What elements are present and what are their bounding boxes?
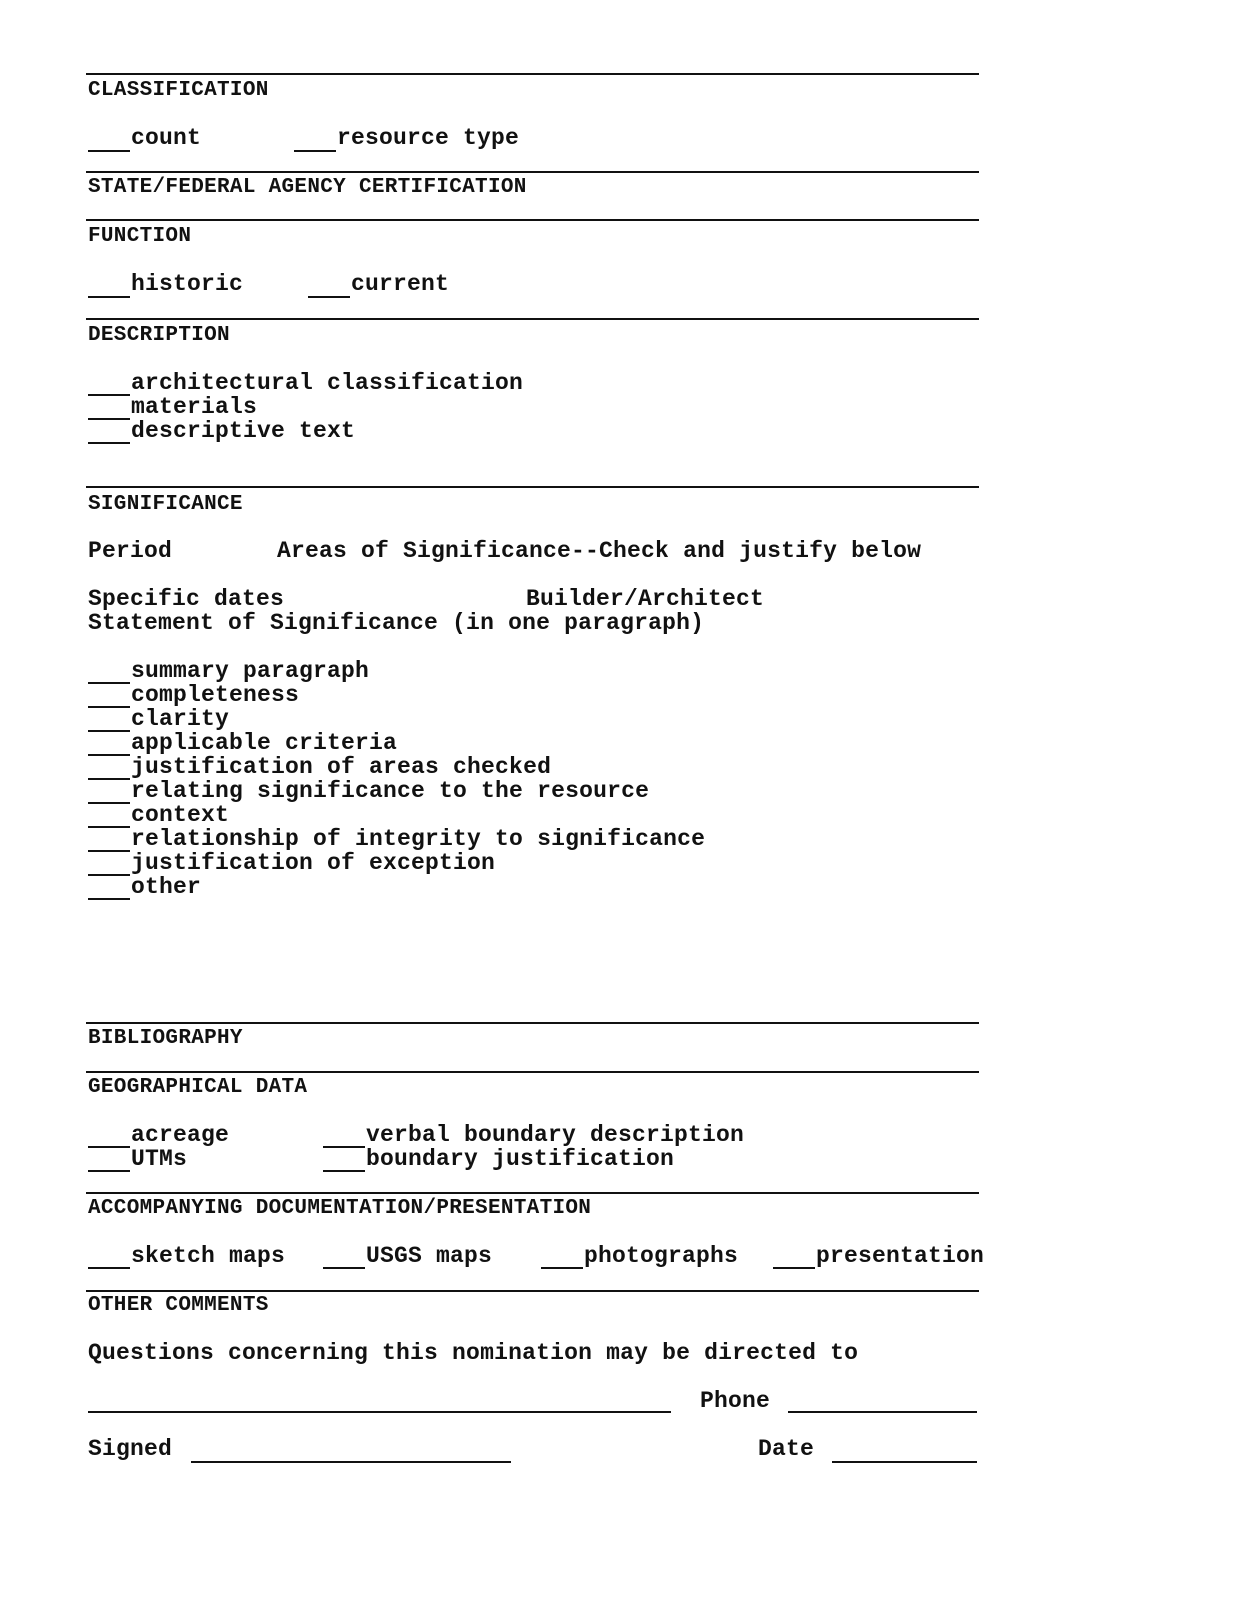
justification-of-areas-label: justification of areas checked <box>131 754 552 780</box>
historic-label: historic <box>131 271 244 297</box>
completeness-checkbox[interactable] <box>88 706 130 708</box>
summary-paragraph-checkbox[interactable] <box>88 682 130 684</box>
phone-field[interactable] <box>788 1411 977 1413</box>
applicable-criteria-checkbox[interactable] <box>88 754 130 756</box>
function-heading: FUNCTION <box>88 225 192 248</box>
justification-of-exception-label: justification of exception <box>131 850 496 876</box>
certification-heading: STATE/FEDERAL AGENCY CERTIFICATION <box>88 176 527 199</box>
other-checkbox[interactable] <box>88 898 130 900</box>
current-label: current <box>351 271 450 297</box>
sketch-maps-checkbox[interactable] <box>88 1267 130 1269</box>
photographs-label: photographs <box>584 1243 739 1269</box>
builder-architect-label: Builder/Architect <box>526 586 765 612</box>
section-rule <box>86 1192 979 1194</box>
geographical-data-heading: GEOGRAPHICAL DATA <box>88 1076 308 1099</box>
architectural-classification-checkbox[interactable] <box>88 394 130 396</box>
documentation-heading: ACCOMPANYING DOCUMENTATION/PRESENTATION <box>88 1197 592 1220</box>
utms-label: UTMs <box>131 1146 188 1172</box>
section-rule <box>86 171 979 173</box>
descriptive-text-checkbox[interactable] <box>88 442 130 444</box>
section-rule <box>86 219 979 221</box>
date-label: Date <box>758 1436 815 1462</box>
section-rule <box>86 73 979 75</box>
boundary-justification-label: boundary justification <box>366 1146 675 1172</box>
other-comments-heading: OTHER COMMENTS <box>88 1294 269 1317</box>
presentation-checkbox[interactable] <box>773 1267 815 1269</box>
architectural-classification-label: architectural classification <box>131 370 524 396</box>
utms-checkbox[interactable] <box>88 1170 130 1172</box>
section-rule <box>86 1022 979 1024</box>
section-rule <box>86 318 979 320</box>
contact-name-field[interactable] <box>88 1411 671 1413</box>
count-checkbox[interactable] <box>88 150 130 152</box>
context-label: context <box>131 802 230 828</box>
presentation-label: presentation <box>816 1243 985 1269</box>
relationship-of-integrity-checkbox[interactable] <box>88 850 130 852</box>
photographs-checkbox[interactable] <box>541 1267 583 1269</box>
significance-heading: SIGNIFICANCE <box>88 493 243 516</box>
justification-of-exception-checkbox[interactable] <box>88 874 130 876</box>
clarity-checkbox[interactable] <box>88 730 130 732</box>
description-heading: DESCRIPTION <box>88 324 230 347</box>
statement-of-significance-label: Statement of Significance (in one paragraph) <box>88 610 705 636</box>
areas-of-significance-label: Areas of Significance--Check and justify below <box>277 538 922 564</box>
bibliography-heading: BIBLIOGRAPHY <box>88 1027 243 1050</box>
acreage-checkbox[interactable] <box>88 1146 130 1148</box>
clarity-label: clarity <box>131 706 230 732</box>
context-checkbox[interactable] <box>88 826 130 828</box>
relating-significance-label: relating significance to the resource <box>131 778 650 804</box>
classification-heading: CLASSIFICATION <box>88 79 269 102</box>
signature-field[interactable] <box>191 1461 511 1463</box>
date-field[interactable] <box>832 1461 977 1463</box>
other-label: other <box>131 874 202 900</box>
phone-label: Phone <box>700 1388 771 1414</box>
completeness-label: completeness <box>131 682 300 708</box>
relating-significance-checkbox[interactable] <box>88 802 130 804</box>
resource-type-checkbox[interactable] <box>294 150 336 152</box>
section-rule <box>86 486 979 488</box>
resource-type-label: resource type <box>337 125 520 151</box>
materials-label: materials <box>131 394 258 420</box>
usgs-maps-label: USGS maps <box>366 1243 493 1269</box>
summary-paragraph-label: summary paragraph <box>131 658 370 684</box>
materials-checkbox[interactable] <box>88 418 130 420</box>
historic-checkbox[interactable] <box>88 296 130 298</box>
boundary-justification-checkbox[interactable] <box>323 1170 365 1172</box>
questions-text: Questions concerning this nomination may be directed to <box>88 1340 859 1366</box>
relationship-of-integrity-label: relationship of integrity to significance <box>131 826 706 852</box>
section-rule <box>86 1071 979 1073</box>
current-checkbox[interactable] <box>308 296 350 298</box>
sketch-maps-label: sketch maps <box>131 1243 286 1269</box>
applicable-criteria-label: applicable criteria <box>131 730 398 756</box>
verbal-boundary-checkbox[interactable] <box>323 1146 365 1148</box>
justification-of-areas-checkbox[interactable] <box>88 778 130 780</box>
specific-dates-label: Specific dates <box>88 586 285 612</box>
usgs-maps-checkbox[interactable] <box>323 1267 365 1269</box>
acreage-label: acreage <box>131 1122 230 1148</box>
section-rule <box>86 1290 979 1292</box>
descriptive-text-label: descriptive text <box>131 418 356 444</box>
period-label: Period <box>88 538 173 564</box>
verbal-boundary-label: verbal boundary description <box>366 1122 745 1148</box>
signed-label: Signed <box>88 1436 173 1462</box>
count-label: count <box>131 125 202 151</box>
